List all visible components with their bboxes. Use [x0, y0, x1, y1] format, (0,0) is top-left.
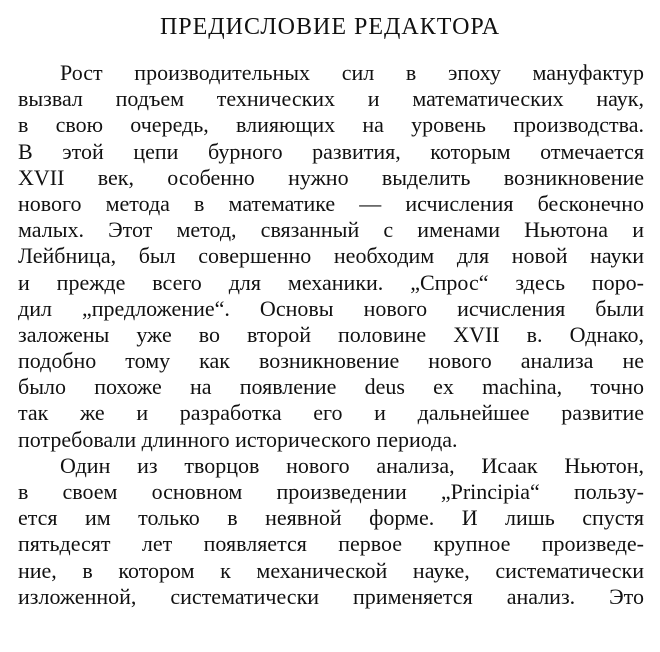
paragraph-2: [18, 453, 644, 610]
text-line: ется им только в неявной форме. И лишь спустя: [18, 505, 644, 531]
text-line: XVII век, особенно нужно выделить возникновение: [18, 164, 644, 190]
text-line: нового метода в математике — исчисления бесконечно: [18, 190, 644, 216]
text-line: потребовали длинного исторического периода.: [18, 426, 458, 452]
document-body: [18, 60, 644, 610]
text-line: В этой цепи бурного развития, которым отмечается: [18, 138, 644, 164]
text-line: Рост производительных сил в эпоху мануфактур: [60, 60, 644, 85]
text-line: малых. Этот метод, связанный с именами Ньютона и: [18, 217, 644, 243]
text-line: было похоже на появление deus ex machina, точно: [18, 374, 644, 400]
text-line: Лейбница, был совершенно необходим для новой науки: [18, 243, 644, 269]
text-line: дил „предложение“. Основы нового исчисления были: [18, 295, 644, 321]
text-line: пятьдесят лет появляется первое крупное произведе-: [18, 531, 644, 557]
text-line: заложены уже во второй половине XVII в. Однако,: [18, 321, 644, 347]
text-line: подобно тому как возникновение нового анализа не: [18, 348, 644, 374]
text-line: вызвал подъем технических и математических наук,: [18, 86, 644, 112]
text-line: изложенной, систематически применяется анализ. Это: [18, 583, 644, 609]
text-line: так же и разработка его и дальнейшее развитие: [18, 400, 644, 426]
paragraph-1: [18, 60, 644, 453]
text-line: и прежде всего для механики. „Спрос“ здесь поро-: [18, 269, 644, 295]
text-line: в своем основном произведении „Principia“ пользу-: [18, 479, 644, 504]
text-line: Один из творцов нового анализа, Исаак Ньютон,: [60, 452, 644, 478]
text-line: в свою очередь, влияющих на уровень производства.: [18, 112, 644, 138]
text-line: ние, в котором к механической науке, систематически: [18, 557, 644, 583]
page-title: ПРЕДИСЛОВИЕ РЕДАКТОРА: [159, 14, 501, 40]
